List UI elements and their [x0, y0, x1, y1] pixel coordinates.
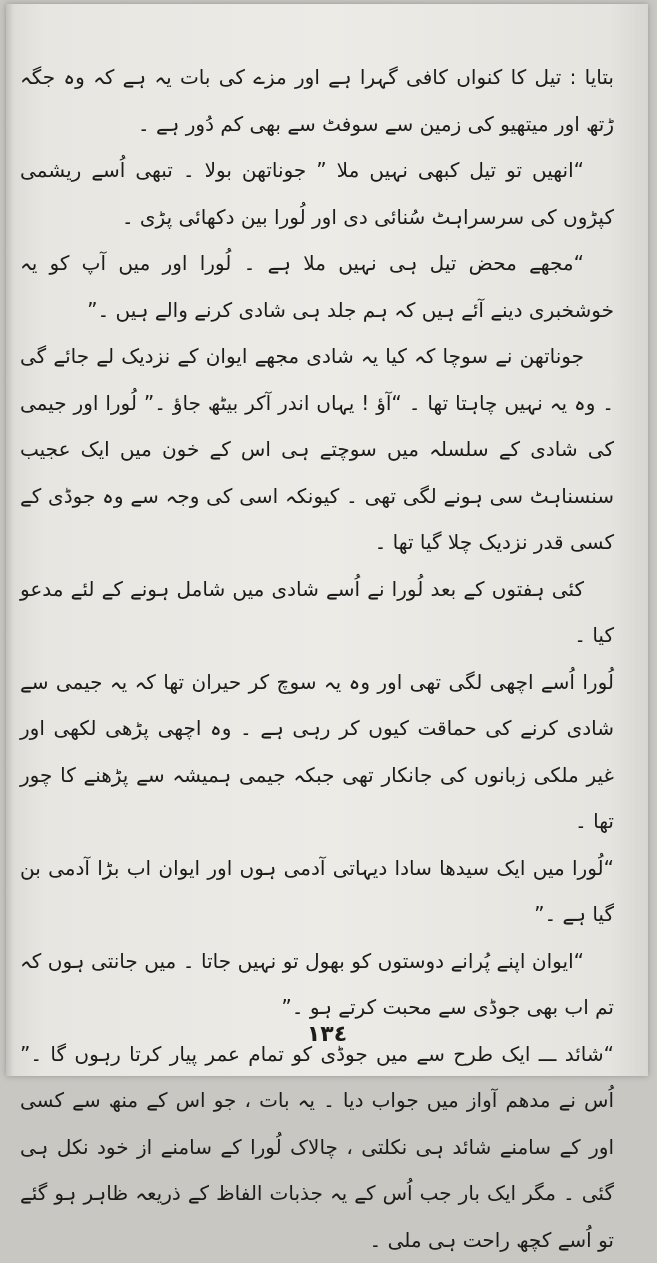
- page-number: ١٣٤: [6, 1022, 648, 1047]
- paragraph: “لُورا میں ایک سیدھا سادا دیہاتی آدمی ہوں اور ایوان اب بڑا آدمی بن گیا ہے ۔”: [20, 845, 614, 938]
- paragraph: “انھیں تو تیل کبھی نہیں ملا ” جوناتھن بولا ۔ تبھی اُسے ریشمی کپڑوں کی سرسراہٹ سُنائی دی اور لُورا بین دکھائی پڑی ۔: [20, 147, 614, 240]
- page-body-text: [20, 54, 614, 1263]
- book-page: [6, 4, 648, 1076]
- spine-shadow: [6, 4, 14, 1076]
- paragraph: کئی ہفتوں کے بعد لُورا نے اُسے شادی میں شامل ہونے کے لئے مدعو کیا ۔: [20, 566, 614, 659]
- paragraph: لُورا اُسے اچھی لگی تھی اور وہ یہ سوچ کر حیران تھا کہ یہ جیمی سے شادی کرنے کی حماقت کیوں کر رہی ہے ۔ وہ اچھی پڑھی لکھی اور غیر ملکی زبانوں کی جانکار تھی جبکہ جیمی ہمیشہ سے پڑھنے کا چور تھا ۔: [20, 659, 614, 845]
- paragraph: “شائد ـــ ایک طرح سے میں جوڈی کو تمام عمر پیار کرتا رہوں گا ۔” اُس نے مدھم آواز میں جواب دیا ۔ یہ بات ، جو اس کے منھ سے کسی اور کے سامنے شائد ہی نکلتی ، چالاک لُورا کے سامنے از خود نکل ہی گئی ۔ مگر ایک بار جب اُس کے یہ جذبات الفاظ کے ذریعہ ظاہر ہو گئے تو اُسے کچھ راحت ہی ملی ۔: [20, 1031, 614, 1263]
- paragraph: جوناتھن نے سوچا کہ کیا یہ شادی مجھے ایوان کے نزدیک لے جائے گی ۔ وہ یہ نہیں چاہتا تھا ۔ “آؤ ! یہاں اندر آکر بیٹھ جاؤ ۔” لُورا اور جیمی کی شادی کے سلسلہ میں سوچتے ہی اس کے خون میں ایک عجیب سنسناہٹ سی ہونے لگی تھی ۔ کیونکہ اسی کی وجہ سے وہ جوڈی کے کسی قدر نزدیک چلا گیا تھا ۔: [20, 333, 614, 566]
- paragraph: بتایا : تیل کا کنواں کافی گہرا ہے اور مزے کی بات یہ ہے کہ وہ جگہ ڑتھ اور میتھیو کی زمین سے سوفٹ سے بھی کم دُور ہے ۔: [20, 54, 614, 147]
- paragraph: “ایوان اپنے پُرانے دوستوں کو بھول تو نہیں جاتا ۔ میں جانتی ہوں کہ تم اب بھی جوڈی سے محبت کرتے ہو ۔”: [20, 938, 614, 1031]
- paragraph: “مجھے محض تیل ہی نہیں ملا ہے ۔ لُورا اور میں آپ کو یہ خوشخبری دینے آئے ہیں کہ ہم جلد ہی شادی کرنے والے ہیں ۔”: [20, 240, 614, 333]
